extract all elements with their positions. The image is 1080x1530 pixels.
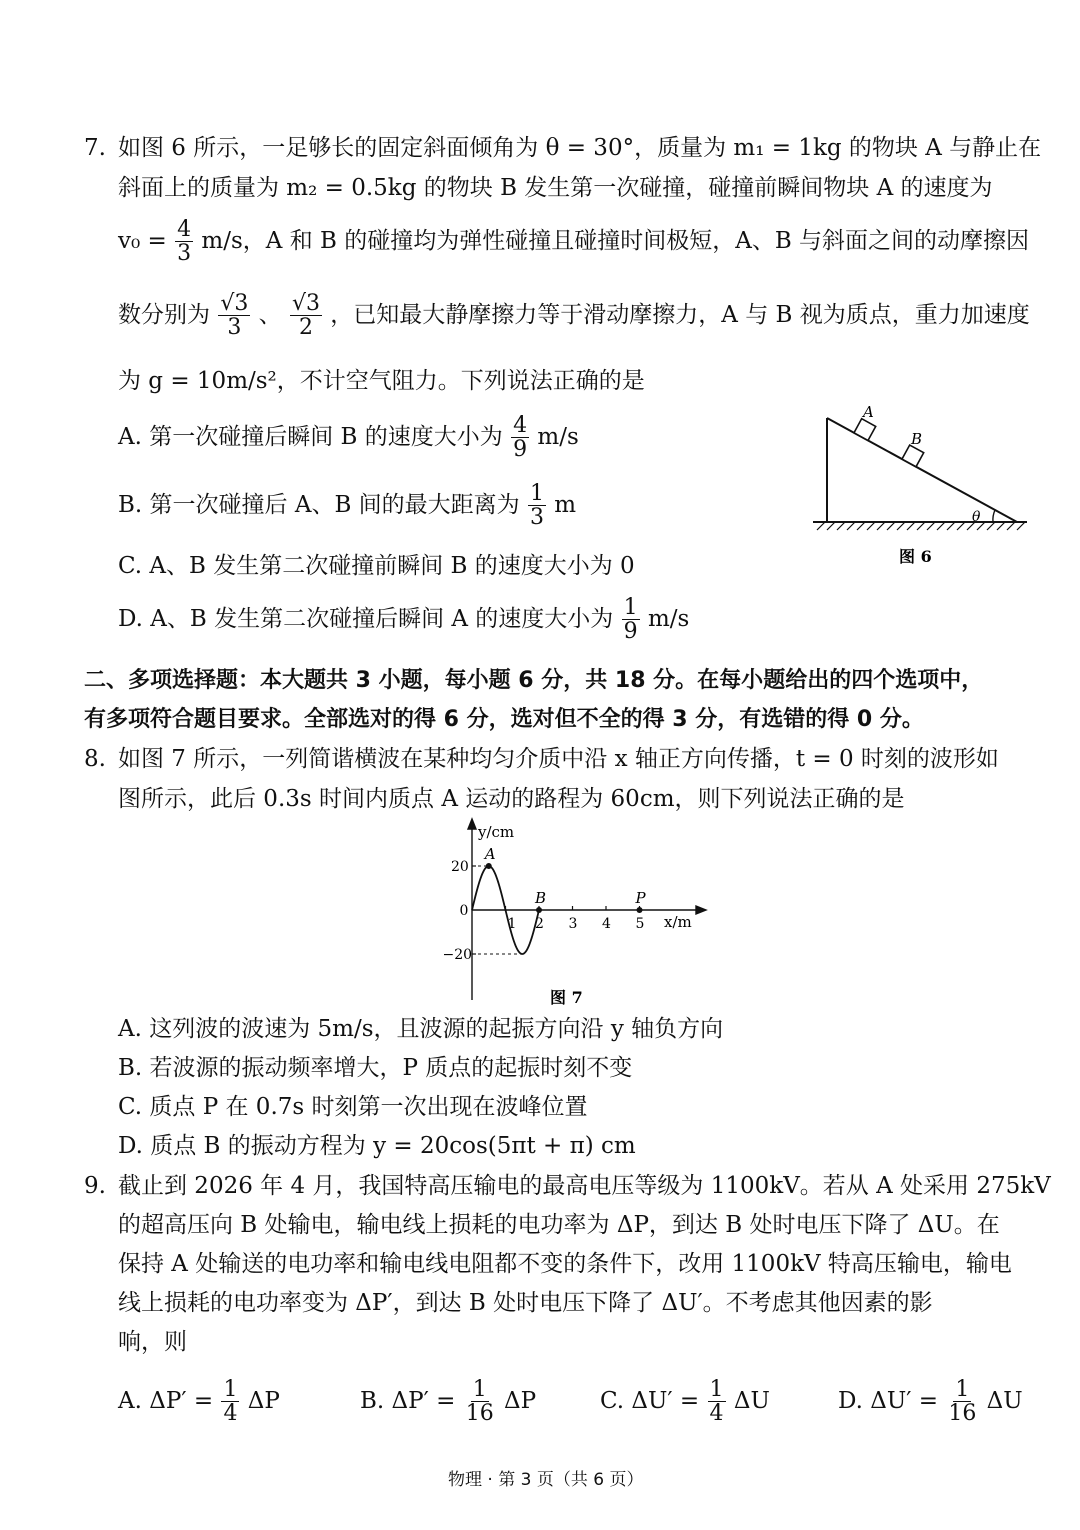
- q7-option-a-pre: A. 第一次碰撞后瞬间 B 的速度大小为: [118, 423, 503, 450]
- q7-option-b-fraction: [528, 482, 546, 529]
- q7-option-b-denominator: 3: [529, 505, 544, 531]
- q7-line-3: [118, 218, 1029, 265]
- ground-hatching: [817, 522, 1025, 530]
- q7-number: 7.: [84, 135, 106, 161]
- axes: [468, 819, 706, 1000]
- y-tick-label: 20: [451, 859, 469, 875]
- q9-option-d-pre: D. ΔU′ =: [838, 1387, 939, 1414]
- q7-option-b-numerator: 1: [529, 481, 544, 506]
- q8-option-d: D. 质点 B 的振动方程为 y = 20cos(5πt + π) cm: [118, 1133, 636, 1159]
- q7-mu-b-fraction: [290, 292, 322, 339]
- x-tick-label: 3: [568, 916, 578, 932]
- q8-line-2: 图所示，此后 0.3s 时间内质点 A 运动的路程为 60cm，则下列说法正确的是: [118, 786, 905, 812]
- q9-option-a-post: ΔP: [247, 1387, 280, 1414]
- q9-option-b: [360, 1378, 536, 1425]
- q9-number: 9.: [84, 1173, 106, 1199]
- q9-option-d: [838, 1378, 1023, 1425]
- q8-option-b: B. 若波源的振动频率增大，P 质点的起振时刻不变: [118, 1055, 633, 1081]
- q7-option-b-post: m: [554, 491, 577, 518]
- point-p-label: P: [635, 889, 646, 907]
- q7-line-4: [118, 292, 1030, 339]
- q7-option-d-numerator: 1: [623, 595, 638, 620]
- figure-6-incline-diagram: [805, 400, 1035, 580]
- q9-option-d-denominator: 16: [948, 1401, 977, 1427]
- point-b-dot: [536, 907, 542, 913]
- q9-option-d-post: ΔU: [986, 1387, 1023, 1414]
- q9-option-c-numerator: 1: [709, 1377, 724, 1402]
- q9-option-a: [118, 1378, 280, 1425]
- q9-line-3: 保持 A 处输送的电功率和输电线电阻都不变的条件下，改用 1100kV 特高压输电，输电: [118, 1251, 1012, 1277]
- figure-6-caption: 图 6: [899, 547, 932, 566]
- q7-option-b: [118, 482, 576, 529]
- q7-option-d-fraction: [622, 596, 640, 643]
- q9-option-b-post: ΔP: [504, 1387, 537, 1414]
- q9-line-5: 响，则: [118, 1329, 187, 1355]
- q7-v0-numerator: 4: [177, 217, 192, 242]
- point-p-dot: [637, 907, 643, 913]
- q7-option-b-pre: B. 第一次碰撞后 A、B 间的最大距离为: [118, 491, 520, 518]
- q9-option-a-pre: A. ΔP′ =: [118, 1387, 214, 1414]
- q9-option-c-pre: C. ΔU′ =: [600, 1387, 700, 1414]
- point-a-dot: [486, 863, 492, 869]
- q7-option-d-pre: D. A、B 发生第二次碰撞后瞬间 A 的速度大小为: [118, 605, 614, 632]
- q9-option-a-numerator: 1: [223, 1377, 238, 1402]
- q7-option-d-post: m/s: [647, 605, 690, 632]
- q7-mu-a-fraction: [218, 292, 250, 339]
- q9-option-c-fraction: [708, 1378, 726, 1425]
- x-axis-label: x/m: [664, 913, 692, 931]
- q7-line-3-pre: v₀ =: [118, 227, 167, 254]
- q9-option-b-pre: B. ΔP′ =: [360, 1387, 456, 1414]
- q7-mu-a-denominator: 3: [227, 315, 242, 341]
- q9-line-1: 截止到 2026 年 4 月，我国特高压输电的最高电压等级为 1100kV。若从 A 处采用 275kV: [118, 1173, 1051, 1199]
- x-tick-label: 4: [602, 916, 611, 932]
- q7-mu-a-numerator: √3: [220, 291, 249, 316]
- q7-line-3-post: m/s，A 和 B 的碰撞均为弹性碰撞且碰撞时间极短，A、B 与斜面之间的动摩擦因: [201, 227, 1030, 254]
- q7-line-2: 斜面上的质量为 m₂ = 0.5kg 的物块 B 发生第一次碰撞，碰撞前瞬间物块 A 的速度为: [118, 175, 993, 201]
- q7-option-a: [118, 414, 579, 461]
- q7-mu-b-numerator: √3: [291, 291, 320, 316]
- q7-option-c: C. A、B 发生第二次碰撞前瞬间 B 的速度大小为 0: [118, 553, 635, 579]
- section-2-header-line-2: 有多项符合题目要求。全部选对的得 6 分，选对但不全的得 3 分，有选错的得 0 分。: [84, 707, 924, 732]
- marked-points: [483, 845, 647, 913]
- q7-line-1: 如图 6 所示，一足够长的固定斜面倾角为 θ = 30°，质量为 m₁ = 1kg 的物块 A 与静止在: [118, 135, 1042, 161]
- q9-option-b-denominator: 16: [465, 1401, 494, 1427]
- q7-mu-b-denominator: 2: [298, 315, 313, 341]
- q8-number: 8.: [84, 746, 106, 772]
- y-axis-label: y/cm: [478, 823, 515, 841]
- x-tick-label: 2: [535, 916, 544, 932]
- angle-theta-label: θ: [972, 509, 981, 525]
- block-b: [902, 445, 924, 467]
- q9-option-d-fraction: [946, 1378, 978, 1425]
- x-tick-label: 1: [507, 916, 517, 932]
- block-a: [854, 419, 876, 441]
- q7-option-a-fraction: [511, 414, 529, 461]
- block-b-label: B: [911, 430, 923, 448]
- angle-arc: [993, 510, 995, 522]
- q7-line-4-pre: 数分别为: [118, 301, 210, 328]
- q7-option-a-denominator: 9: [513, 437, 528, 463]
- block-a-label: A: [863, 403, 874, 421]
- q9-option-a-fraction: [221, 1378, 239, 1425]
- q9-line-2: 的超高压向 B 处输电，输电线上损耗的电功率为 ΔP，到达 B 处时电压下降了 ΔU。在: [118, 1212, 1000, 1238]
- q7-line-4-post: ，已知最大静摩擦力等于滑动摩擦力，A 与 B 视为质点，重力加速度: [330, 301, 1030, 328]
- section-2-header-line-1: 二、多项选择题：本大题共 3 小题，每小题 6 分，共 18 分。在每小题给出的四个选项中，: [84, 668, 984, 693]
- x-tick-label: 5: [635, 916, 645, 932]
- q9-option-d-numerator: 1: [955, 1377, 970, 1402]
- q7-v0-fraction: [175, 218, 193, 265]
- q7-line-5: 为 g = 10m/s²，不计空气阻力。下列说法正确的是: [118, 368, 645, 394]
- q8-line-1: 如图 7 所示，一列简谐横波在某种均匀介质中沿 x 轴正方向传播，t = 0 时刻的波形如: [118, 746, 999, 772]
- q7-option-d-denominator: 9: [623, 619, 638, 645]
- q8-option-a: A. 这列波的波速为 5m/s，且波源的起振方向沿 y 轴负方向: [118, 1016, 724, 1042]
- q9-option-b-numerator: 1: [472, 1377, 487, 1402]
- figure-7-wave-chart: [430, 815, 710, 1015]
- q9-option-b-fraction: [464, 1378, 496, 1425]
- point-b-label: B: [535, 889, 547, 907]
- point-a-label: A: [484, 845, 496, 863]
- q9-option-c: [600, 1378, 770, 1425]
- q7-option-d: [118, 596, 689, 643]
- q7-option-a-numerator: 4: [513, 413, 528, 438]
- q9-option-c-post: ΔU: [733, 1387, 770, 1414]
- y-tick-label: 0: [459, 903, 469, 919]
- q9-line-4: 线上损耗的电功率变为 ΔP′，到达 B 处时电压下降了 ΔU′。不考虑其他因素的影: [118, 1290, 933, 1316]
- q7-option-a-post: m/s: [537, 423, 579, 450]
- q9-option-a-denominator: 4: [223, 1401, 238, 1427]
- page-footer: 物理 · 第 3 页（共 6 页）: [448, 1470, 644, 1490]
- y-tick-label: −20: [442, 947, 473, 963]
- tick-labels: [443, 859, 645, 963]
- q7-v0-denominator: 3: [177, 241, 192, 267]
- figure-7-caption: 图 7: [550, 988, 583, 1007]
- q9-option-c-denominator: 4: [709, 1401, 724, 1427]
- q7-line-4-sep: 、: [258, 301, 282, 328]
- q8-option-c: C. 质点 P 在 0.7s 时刻第一次出现在波峰位置: [118, 1094, 588, 1120]
